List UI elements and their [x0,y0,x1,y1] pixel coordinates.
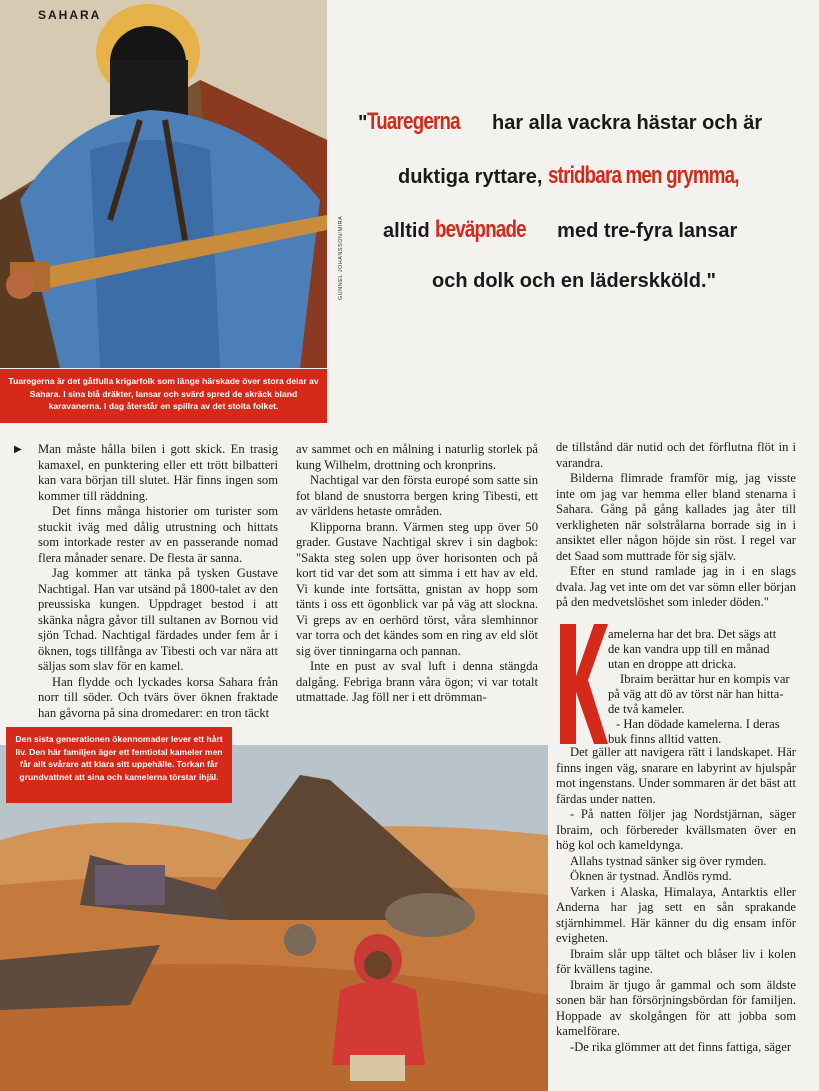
photo-credit: GUNNEL JOHANSSON/MIRA [338,215,344,300]
dropcap-block-line: på väg att dö av törst när han hitta- [608,687,784,701]
pull-quote-text: har alla vackra hästar och är [486,112,763,134]
dropcap-block-line: Ibraim berättar hur en kompis var [620,672,790,686]
article-column-3-dropcap-block [566,627,796,747]
col1-paragraph: Man måste hålla bilen i gott skick. En trasig kamaxel, en punktering eller ett trött bilbatteri kan vara början till slutet. Här finns ingen som kommer till räddning. [38,442,278,503]
section-label: SAHARA [38,8,102,22]
pull-quote-text: alltid [383,220,436,242]
dropcap-block-line: de kan vandra upp till en månad [608,642,770,656]
dropcap-block-line: - Han dödade kamelerna. I deras [616,717,780,731]
col1-paragraph: Jag kommer att tänka på tysken Gustave Nachtigal. Han var utsänd på 1800-talet av den preussiska kungen. Uppdraget bestod i att skänka några gåvor till sultanen av Bornou vid sjön Tchad. Nachtigal färdades under fem år i öknen, togs tillfånga av Tibesti och var nära att säljas som slav för en kamel. [38,566,278,673]
dropcap-block-line: utan en droppe att dricka. [608,657,737,671]
pull-quote-text: och dolk och en läderskköld." [432,270,716,292]
col3c-paragraph: Ibraim slår upp tältet och blåser liv i kolen för kvällens tagine. [556,946,796,976]
dropcap-block-line: de två kameler. [608,702,685,716]
article-column-2 [296,442,538,706]
dropcap-block-line: buk finns alltid vatten. [608,732,722,746]
col1-paragraph: Han flydde och lyckades korsa Sahara från norr till söder. Och tvärs över öknen fraktade han gåvorna på sina dromedarer: en tron täckt [38,674,278,720]
col3c-paragraph: Det gäller att navigera rätt i landskapet. Här finns ingen väg, snarare en labyrint av hjulspår mot ingenstans. Under sommaren är det bäst att färdas under natten. [556,745,796,806]
pull-quote-line-2 [398,162,792,190]
col3c-paragraph: Varken i Alaska, Himalaya, Antarktis eller Anderna har jag sett en sån sprakande stjärnhimmel. Här känner du dig ensam inför evigheten. [556,884,796,945]
caption-top: Tuaregerna är det gåtfulla krigarfolk som länge härskade över stora delar av Sahara. I sina blå dräkter, lansar och svärd spred de skräck bland karavanerna. I dag återstår en spillra av det stolta folket. [0,369,327,423]
pull-quote-line-1 [358,108,762,136]
col2-paragraph: Inte en pust av sval luft i denna stängda dalgång. Febriga brann våra ögon; vi var totalt utmattade. Jag föll ner i ett drömman- [296,659,538,704]
col2-paragraph: Nachtigal var den första europé som satte sin fot bland de snustorra bergen kring Tibesti, ett av världens hetaste områden. [296,473,538,518]
col3c-paragraph: -De rika glömmer att det finns fattiga, säger [570,1039,792,1054]
photo-tuareg-warrior [0,0,327,368]
article-column-1 [38,442,278,721]
dropcap-block-line: amelerna har det bra. Det sägs att [608,627,777,641]
col1-paragraph: Det finns många historier om turister som stuckit iväg med dålig utrustning och hittats som intorkade rester av en passerande nomad flera månader senare. De flesta är sanna. [38,504,278,565]
pull-quote [350,100,819,300]
article-column-3-continued [556,745,796,1055]
col2-paragraph: av sammet och en målning i naturlig storlek på kung Wilhelm, drottning och kronprins. [296,442,538,472]
col3c-paragraph: Öknen är tystnad. Ändlös rymd. [570,869,732,883]
pull-quote-text: med tre-fyra lansar [551,220,738,242]
col3c-paragraph: - På natten följer jag Nordstjärnan, säger Ibraim, och förbereder kvällsmaten över en hög kol och kameldynga. [556,807,796,852]
col3-paragraph: Bilderna flimrade framför mig, jag visste inte om jag var hemma eller bland stenarna i Sahara. Gång på gång kallades jag åter till verkligheten när solstrålarna borrade sig in i ansiktet eller någon höjde sin röst. I regel var det Saad som muttrade för sig själv. [556,471,796,563]
pull-quote-highlight: stridbara men grymma, [548,162,739,189]
pull-quote-highlight: beväpnade [435,216,527,243]
pull-quote-line-3 [383,216,737,244]
pull-quote-text: " [358,112,368,134]
col3-paragraph: Efter en stund ramlade jag in i en slags dvala. Jag vet inte om det var sömn eller början på den medvetslöshet som inleder döden." [556,564,796,609]
col2-paragraph: Klipporna brann. Värmen steg upp över 50 grader. Gustave Nachtigal skrev i sin dagbok: "Sakta steg solen upp över horisonten och på kort tid var det som att simma i ett hav av eld. Vi kunde inte fortsätta, gnistan av hopp som tänts i oss ett ögonblick var på väg att slockna. Vi greps av en oerhörd törst, våra slemhinnor var torra och det kändes som en ring av eld slöt sig över tinningarna och pannan. [296,519,538,658]
article-column-3 [556,440,796,611]
col3c-paragraph: Allahs tystnad sänker sig över rymden. [570,853,767,868]
pull-quote-highlight: Tuaregerna [367,108,461,135]
caption-bottom: Den sista generationen ökennomader lever ett hårt liv. Den här familjen äger ett femtiotal kameler men får allt svårare att klara sitt uppehälle. Torkan får grundvattnet att sina och kamelerna törstar ihjäl. [6,727,232,803]
col3c-paragraph: Ibraim är tjugo år gammal och som äldste sonen bär han försörjningsbördan för familjen. Hoppade av skolgången för att jobba som kamelförare. [556,977,796,1038]
col3-paragraph: de tillstånd där nutid och det förflutna flöt in i varandra. [556,440,796,470]
tuareg-illustration [0,0,327,368]
pull-quote-text: duktiga ryttare, [398,166,549,188]
article-start-arrow-icon: ▶ [14,444,22,455]
pull-quote-line-4 [432,270,716,293]
